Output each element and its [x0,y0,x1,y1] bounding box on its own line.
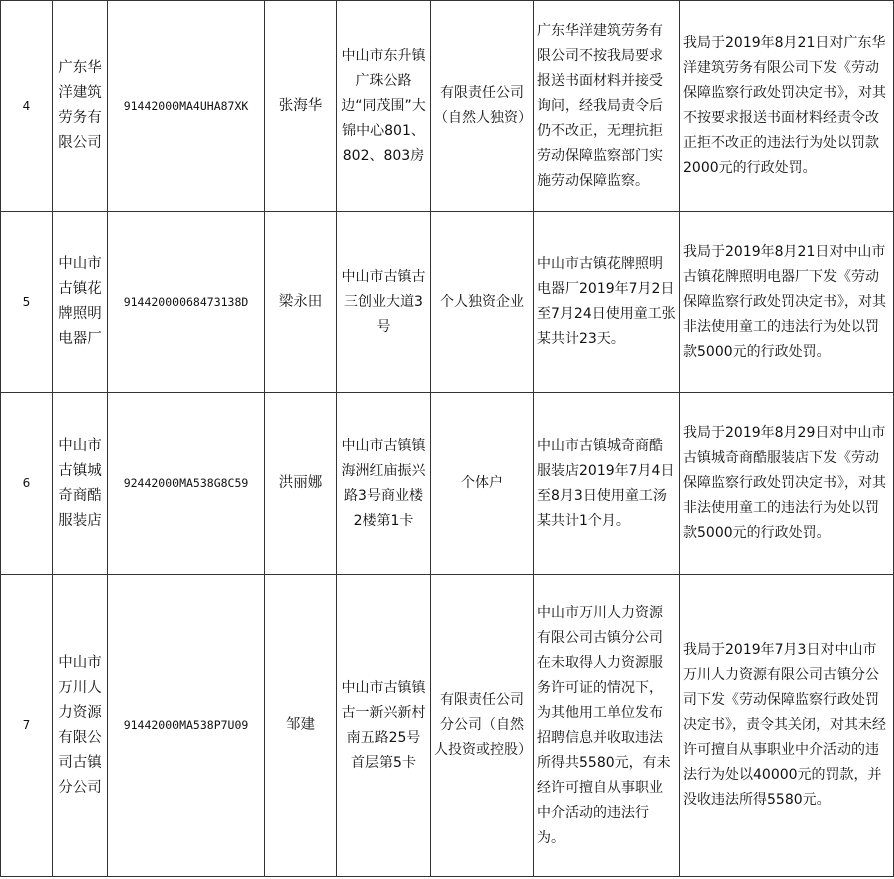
table-row [1,212,894,393]
row-number: 7 [1,575,53,877]
penalty-decision: 我局于2019年8月21日对广东华洋建筑劳务有限公司下发《劳动保障监察行政处罚决定书》，对其不按要求报送书面材料经责令改正拒不改正的违法行为处以罚款2000元的行政处罚。 [680,1,894,212]
violation-facts: 中山市古镇花牌照明电器厂2019年7月2日至7月24日使用童工张某共计23天。 [534,212,680,393]
row-number: 5 [1,212,53,393]
credit-code: 91442000MA538P7U09 [108,575,265,877]
table-row [1,575,894,877]
address: 中山市古镇古三创业大道3号 [337,212,431,393]
entity-type: 有限责任公司分公司（自然人投资或控股） [431,575,534,877]
violation-facts: 中山市万川人力资源有限公司古镇分公司在未取得人力资源服务许可证的情况下，为其他用工单位发布招聘信息并收取违法所得共5580元，有未经许可擅自从事职业中介活动的违法行为。 [534,575,680,877]
credit-code: 91442000MA4UHA87XK [108,1,265,212]
entity-name: 中山市万川人力资源有限公司古镇分公司 [53,575,108,877]
legal-representative: 邹建 [265,575,337,877]
entity-type: 个体户 [431,393,534,575]
entity-type: 有限责任公司（自然人独资） [431,1,534,212]
entity-name: 广东华洋建筑劳务有限公司 [53,1,108,212]
credit-code: 92442000MA538G8C59 [108,393,265,575]
entity-type: 个人独资企业 [431,212,534,393]
penalty-decision: 我局于2019年7月3日对中山市万川人力资源有限公司古镇分公司下发《劳动保障监察行政处罚决定书》，责令其关闭，对其未经许可擅自从事职业中介活动的违法行为处以40000元的罚款，并没收违法所得5580元。 [680,575,894,877]
legal-representative: 张海华 [265,1,337,212]
table-row [1,1,894,212]
table-row [1,393,894,575]
row-number: 4 [1,1,53,212]
address: 中山市古镇镇海洲红庙振兴路3号商业楼2楼第1卡 [337,393,431,575]
address: 中山市东升镇广珠公路边“同茂围”大锦中心801、802、803房 [337,1,431,212]
address: 中山市古镇镇古一新兴新村南五路25号首层第5卡 [337,575,431,877]
credit-code: 91442000068473138D [108,212,265,393]
violation-facts: 广东华洋建筑劳务有限公司不按我局要求报送书面材料并接受询问，经我局责令后仍不改正，无理抗拒劳动保障监察部门实施劳动保障监察。 [534,1,680,212]
violation-facts: 中山市古镇城奇商酷服装店2019年7月4日至8月3日使用童工汤某共计1个月。 [534,393,680,575]
legal-representative: 洪丽娜 [265,393,337,575]
penalty-decision: 我局于2019年8月21日对中山市古镇花牌照明电器厂下发《劳动保障监察行政处罚决定书》，对其非法使用童工的违法行为处以罚款5000元的行政处罚。 [680,212,894,393]
entity-name: 中山市古镇城奇商酷服装店 [53,393,108,575]
penalty-decision: 我局于2019年8月29日对中山市古镇城奇商酷服装店下发《劳动保障监察行政处罚决定书》，对其非法使用童工的违法行为处以罚款5000元的行政处罚。 [680,393,894,575]
entity-name: 中山市古镇花牌照明电器厂 [53,212,108,393]
row-number: 6 [1,393,53,575]
legal-representative: 梁永田 [265,212,337,393]
